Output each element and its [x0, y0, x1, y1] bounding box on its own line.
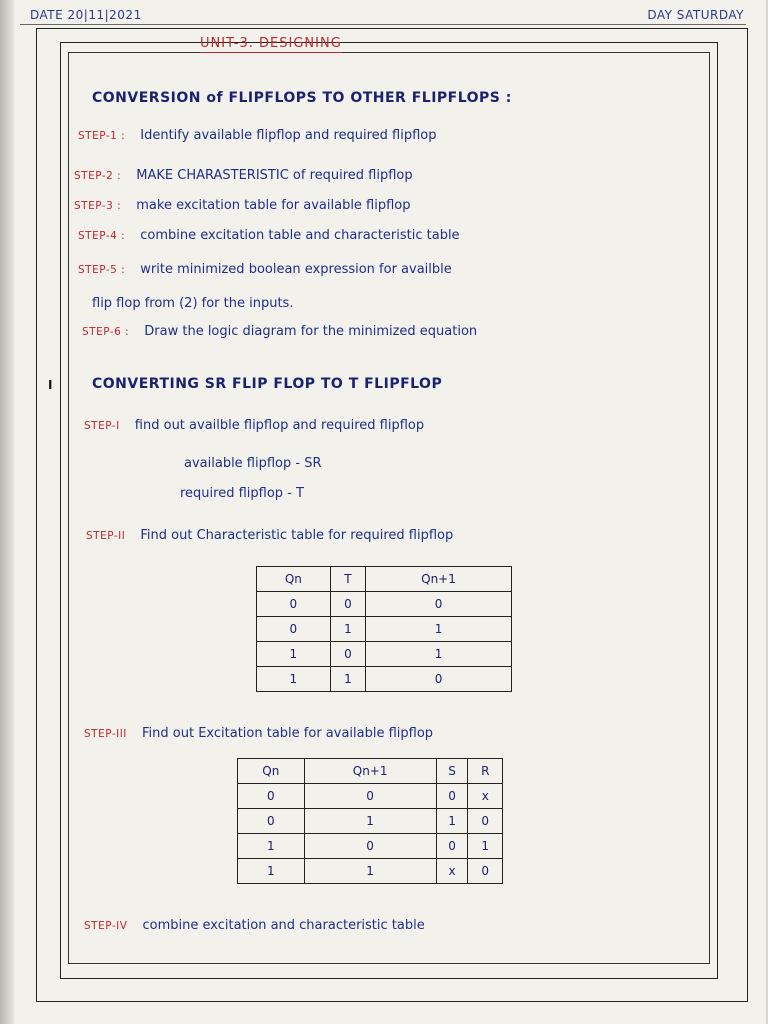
table-cell: 1	[468, 834, 503, 859]
step-4	[78, 224, 460, 243]
step-text: Find out Characteristic table for required flipflop	[140, 528, 454, 543]
table-cell: 0	[304, 784, 436, 809]
date-field: DATE 20|11|2021	[30, 8, 142, 22]
table-cell: 0	[436, 834, 468, 859]
characteristic-table	[256, 566, 512, 692]
step-text: flip flop from (2) for the inputs.	[92, 296, 294, 311]
table-cell: 0	[238, 784, 305, 809]
step-i	[84, 414, 424, 433]
step-text: make excitation table for available flipflop	[136, 198, 411, 213]
table-cell: 0	[468, 809, 503, 834]
table-cell: 0	[257, 617, 331, 642]
table-cell: 1	[238, 834, 305, 859]
step-label: STEP-II	[86, 530, 126, 542]
excitation-table	[237, 758, 503, 884]
table-cell: 0	[330, 592, 365, 617]
step-5-continued	[92, 292, 293, 311]
step-text: write minimized boolean expression for availble	[140, 262, 452, 277]
table-row	[257, 667, 512, 692]
step-3	[74, 194, 411, 213]
step-label: STEP-4 :	[78, 230, 126, 242]
step-label: STEP-3 :	[74, 200, 122, 212]
table-header: R	[468, 759, 503, 784]
table-cell: x	[468, 784, 503, 809]
table-cell: 0	[330, 642, 365, 667]
table-row	[238, 784, 503, 809]
step-text: combine excitation table and characteristic table	[140, 228, 460, 243]
available-flipflop: available flipflop - SR	[184, 456, 322, 471]
step-iii	[84, 722, 433, 741]
table-cell: 1	[330, 667, 365, 692]
step-text: combine excitation and characteristic table	[142, 918, 425, 933]
table-cell: 0	[366, 592, 512, 617]
table-cell: 1	[257, 642, 331, 667]
table-row	[238, 809, 503, 834]
notebook-binding	[0, 0, 14, 1024]
step-text: find out availble flipflop and required flipflop	[134, 418, 425, 433]
section-bullet: I	[48, 378, 53, 392]
table-cell: 1	[366, 642, 512, 667]
step-1	[78, 124, 437, 143]
table-cell: 0	[304, 834, 436, 859]
table-row	[238, 834, 503, 859]
step-text: MAKE CHARASTERISTIC of required flipflop	[136, 168, 413, 183]
step-label: STEP-1 :	[78, 130, 126, 142]
table-cell: 1	[238, 859, 305, 884]
table-cell: 1	[436, 809, 468, 834]
table-header: Qn+1	[304, 759, 436, 784]
table-cell: 0	[468, 859, 503, 884]
table-row	[238, 859, 503, 884]
section-heading-sr-to-t: CONVERTING SR FLIP FLOP TO T FLIPFLOP	[92, 376, 443, 392]
table-cell: 0	[238, 809, 305, 834]
day-field: DAY SATURDAY	[647, 8, 744, 22]
table-row	[257, 592, 512, 617]
unit-title: UNIT-3. DESIGNING	[200, 36, 342, 51]
table-header: Qn	[238, 759, 305, 784]
table-cell: x	[436, 859, 468, 884]
table-cell: 1	[304, 809, 436, 834]
table-header-row	[257, 567, 512, 592]
step-text: Draw the logic diagram for the minimized equation	[144, 324, 478, 339]
step-2	[74, 164, 413, 183]
step-ii	[86, 524, 453, 543]
table-row	[257, 617, 512, 642]
table-cell: 0	[366, 667, 512, 692]
table-cell: 0	[436, 784, 468, 809]
table-cell: 0	[257, 592, 331, 617]
table-cell: 1	[257, 667, 331, 692]
step-label: STEP-6 :	[82, 326, 130, 338]
step-label: STEP-IV	[84, 920, 128, 932]
table-header-row	[238, 759, 503, 784]
step-5	[78, 258, 452, 277]
table-header: T	[330, 567, 365, 592]
step-iv	[84, 914, 425, 933]
step-label: STEP-I	[84, 420, 120, 432]
table-row	[257, 642, 512, 667]
table-header: Qn+1	[366, 567, 512, 592]
step-label: STEP-5 :	[78, 264, 126, 276]
step-text: Identify available flipflop and required flipflop	[140, 128, 437, 143]
table-cell: 1	[330, 617, 365, 642]
step-text: Find out Excitation table for available flipflop	[142, 726, 434, 741]
section-heading-conversion: CONVERSION of FLIPFLOPS TO OTHER FLIPFLOPS :	[92, 90, 512, 106]
required-flipflop: required flipflop - T	[180, 486, 304, 501]
table-cell: 1	[304, 859, 436, 884]
table-cell: 1	[366, 617, 512, 642]
table-header: Qn	[257, 567, 331, 592]
header-rule	[20, 24, 746, 25]
step-label: STEP-2 :	[74, 170, 122, 182]
step-6	[82, 320, 477, 339]
table-header: S	[436, 759, 468, 784]
step-label: STEP-III	[84, 728, 127, 740]
